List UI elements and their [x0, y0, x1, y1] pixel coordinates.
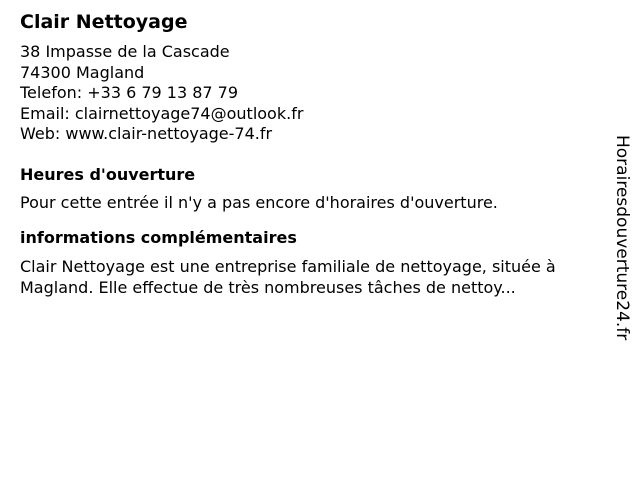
- street-address: 38 Impasse de la Cascade: [20, 42, 230, 61]
- website-line: Web: www.clair-nettoyage-74.fr: [20, 124, 273, 143]
- additional-info-text: Clair Nettoyage est une entreprise familiale de nettoyage, située à Magland. Elle effectue de très nombreuses tâches de nettoy...: [20, 257, 556, 297]
- opening-hours-heading: Heures d'ouverture: [20, 164, 196, 184]
- site-watermark: Horairesdouverture24.fr: [612, 135, 632, 341]
- postal-city: 74300 Magland: [20, 62, 145, 82]
- business-name: Clair Nettoyage: [20, 11, 188, 33]
- additional-info-heading: informations complémentaires: [20, 228, 297, 247]
- opening-hours-text: Pour cette entrée il n'y a pas encore d'horaires d'ouverture.: [20, 192, 498, 212]
- email-line: Email: clairnettoyage74@outlook.fr: [20, 103, 304, 123]
- address-block: [20, 42, 600, 145]
- business-card: [20, 10, 600, 298]
- phone-line: Telefon: +33 6 79 13 87 79: [20, 83, 239, 102]
